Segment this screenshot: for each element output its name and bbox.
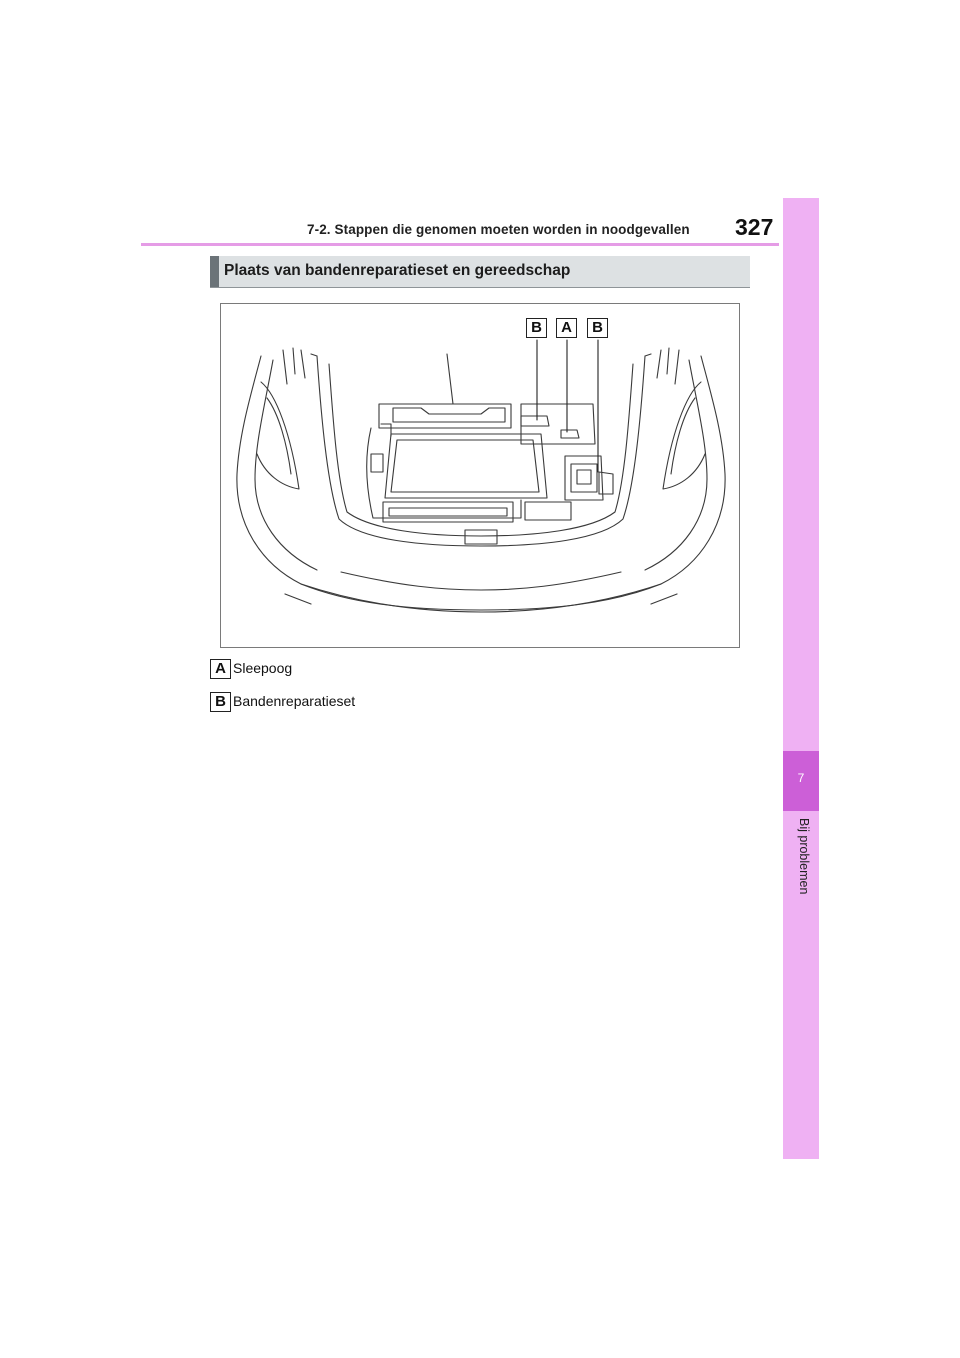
running-header-title: 7-2. Stappen die genomen moeten worden in noodgevallen — [307, 222, 690, 237]
section-heading-marker — [210, 256, 219, 287]
legend-key: B — [210, 692, 231, 712]
callout-a: A — [556, 318, 577, 338]
callout-b-right: B — [587, 318, 608, 338]
legend-key: A — [210, 659, 231, 679]
legend-label: Bandenreparatieset — [233, 693, 356, 709]
section-heading — [210, 256, 750, 288]
legend-label: Sleepoog — [233, 660, 293, 676]
header-divider — [141, 243, 779, 246]
callout-b-left: B — [526, 318, 547, 338]
page-number: 327 — [735, 214, 774, 240]
chapter-side-tab — [783, 198, 819, 1159]
chapter-label: Bij problemen — [797, 818, 811, 895]
trunk-illustration — [220, 303, 740, 648]
car-trunk-drawing — [221, 304, 740, 648]
chapter-number-tab: 7 — [783, 751, 819, 811]
section-heading-text: Plaats van bandenreparatieset en gereedschap — [224, 262, 571, 279]
